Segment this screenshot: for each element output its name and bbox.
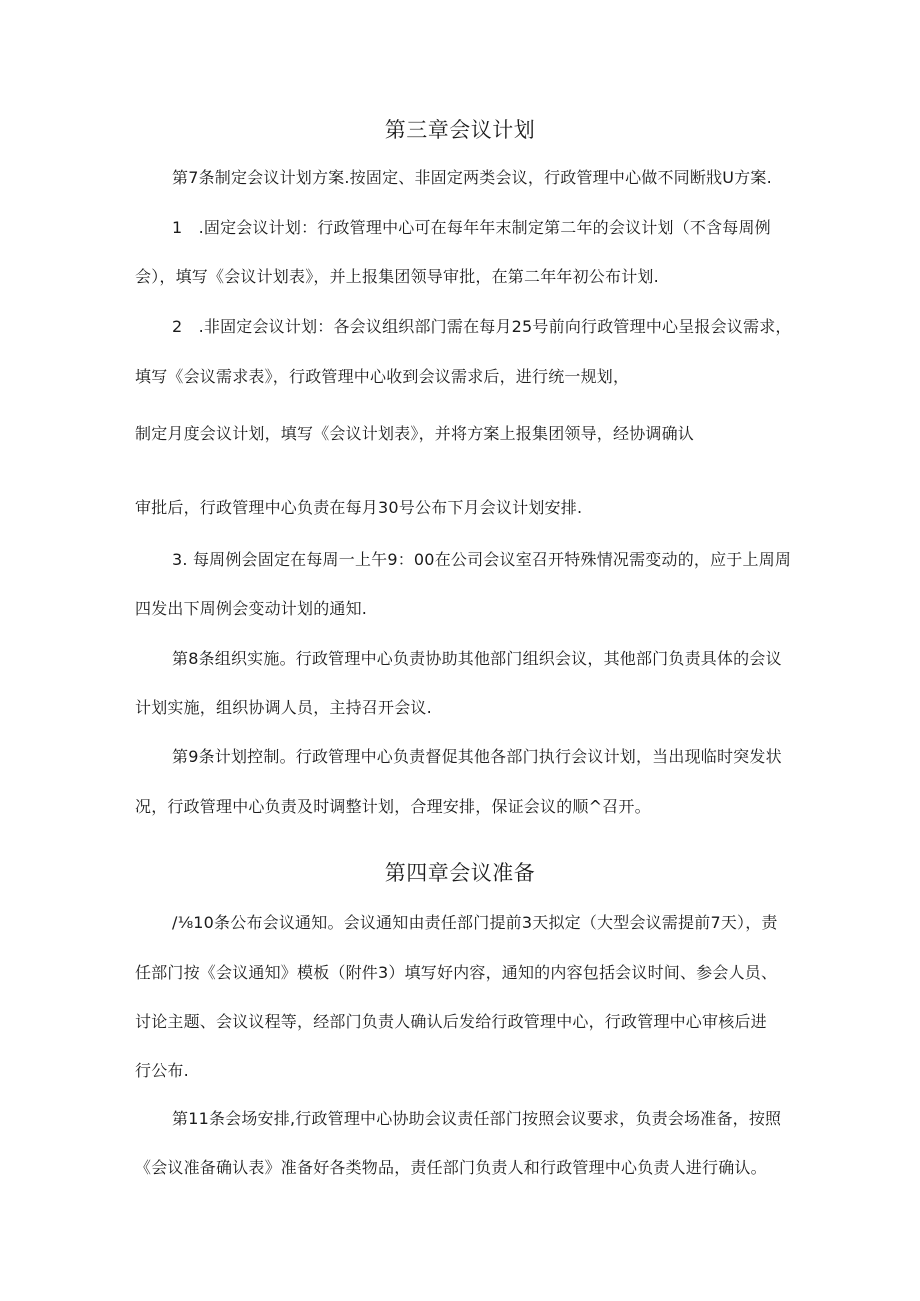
chapter-3-line-11: 计划实施，组织协调人员，主持召开会议.: [135, 698, 432, 717]
chapter-4-line-5: 第11条会场安排,行政管理中心协助会议责任部门按照会议要求，负责会场准备，按照: [172, 1109, 782, 1128]
chapter-4-line-2: 任部门按《会议通知》模板（附件3）填写好内容，通知的内容包括会议时间、参会人员、: [135, 963, 778, 982]
chapter-4-line-6: 《会议准备确认表》准备好各类物品，责任部门负责人和行政管理中心负责人进行确认。: [135, 1158, 767, 1177]
chapter-3-line-8: 3. 每周例会固定在每周一上午9：00在公司会议室召开特殊情况需变动的，应于上周周: [172, 550, 792, 569]
chapter-3-line-5: 填写《会议需求表》，行政管理中心收到会议需求后，进行统一规划，: [135, 367, 630, 386]
chapter-4-line-1: ∕⅛10条公布会议通知。会议通知由责任部门提前3天拟定（大型会议需提前7天），责: [172, 913, 778, 932]
chapter-3-line-7: 审批后，行政管理中心负责在每月30号公布下月会议计划安排.: [135, 498, 583, 517]
chapter-3-line-13: 况，行政管理中心负责及时调整计划，合理安排，保证会议的顺^召开。: [135, 797, 651, 816]
chapter-3-line-1: 第7条制定会议计划方案.按固定、非固定两类会议，行政管理中心做不同断戕U方案.: [172, 168, 772, 187]
chapter-3-line-10: 第8条组织实施。行政管理中心负责协助其他部门组织会议，其他部门负责具体的会议: [172, 649, 782, 668]
chapter-3-line-12: 第9条计划控制。行政管理中心负责督促其他各部门执行会议计划，当出现临时突发状: [172, 747, 782, 766]
chapter-3-line-9: 四发出下周例会变动计划的通知.: [135, 599, 368, 618]
chapter-4-line-3: 讨论主题、会议议程等，经部门负责人确认后发给行政管理中心，行政管理中心审核后进: [135, 1012, 767, 1031]
chapter-3-line-4: 2 .非固定会议计划：各会议组织部门需在每月25号前向行政管理中心呈报会议需求，: [172, 317, 792, 336]
chapter-3-line-2: 1 .固定会议计划：行政管理中心可在每年年末制定第二年的会议计划（不含每周例: [172, 218, 771, 237]
chapter-3-line-3: 会），填写《会议计划表》，并上报集团领导审批，在第二年年初公布计划.: [135, 267, 659, 286]
chapter-3-title: 第三章会议计划: [384, 118, 536, 142]
chapter-3-line-6: 制定月度会议计划，填写《会议计划表》，并将方案上报集团领导，经协调确认: [135, 424, 695, 443]
chapter-4-title: 第四章会议准备: [384, 861, 536, 885]
chapter-4-line-4: 行公布.: [135, 1061, 189, 1080]
